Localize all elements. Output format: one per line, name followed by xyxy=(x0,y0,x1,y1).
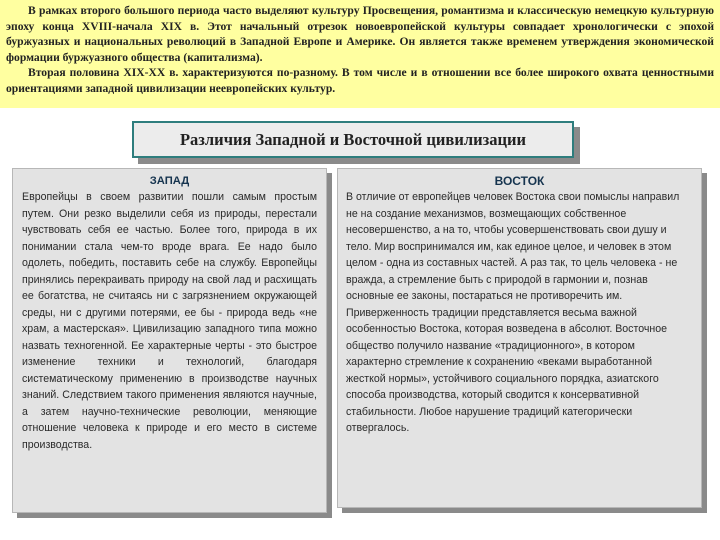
title-container xyxy=(132,121,580,164)
west-panel xyxy=(12,168,327,513)
slide-title: Различия Западной и Восточной цивилизации xyxy=(132,121,574,158)
intro-block xyxy=(0,0,720,108)
east-panel xyxy=(337,168,702,508)
intro-paragraph-1: В рамках второго большого периода часто выделяют культуру Просвещения, романтизма и классическую немецкую культурную эпоху конца XVIII-начала XIX в. Этот начальный отрезок новоевропейской культуры совпадает хронологически с эпохой буржуазных и национальных революций в Западной Европе и Америке. Он является также временем утверждения экономической формации буржуазного общества (капитализма). xyxy=(6,4,714,64)
west-heading: ЗАПАД xyxy=(149,175,190,187)
intro-paragraph-2: Вторая половина XIX-XX в. характеризуются по-разному. В том числе и в отношении все более широкого охвата ценностными ориентациями западной цивилизации неевропейских культур. xyxy=(6,66,714,95)
east-text: В отличие от европейцев человек Востока свои помыслы направил не на создание механизмов, возмещающих собственное несовершенство, а на то, чтобы усовершенствовать свои душу и тело. Мир воспринимался им, как единое целое, и человек в этом целом - одна из составных частей. А раз так, то цель человека - не вражда, а стремление быть с природой в гармонии и, познав основные ее законы, постараться не противоречить им. Приверженность традиции представляется весьма важной особенностью Востока, которая возведена в абсолют. Восточное общество получило название «традиционного», в котором характерно стремление к сохранению «веками выработанной жесткой нормы», устойчивого социального порядка, азиатского способа производства, который сводится к консервативной стабильности. Любое нарушение традиций категорически отвергалось. xyxy=(346,191,680,434)
east-heading: ВОСТОК xyxy=(494,174,545,188)
west-text: Европейцы в своем развитии пошли самым простым путем. Они резко выделили себя из природы, перестали чувствовать себя ее частью. Более того, природа в их понимании стала чем-то вроде врага. Ее надо было одолеть, победить, поставить себе на службу. Европейцы принялись перекраивать природу на свой лад и расхищать ее богатства, не считаясь ни с загрязнением окружающей среды, ни с другими потерями, ее бы - природа ведь «не храм, а мастерская». Цивилизацию западного типа можно назвать техногенной. Ее характерные черты - это быстрое изменение техники и технологий, благодаря систематическому применению в производстве научных знаний. Следствием такого применения являются научные, а затем научно-технические революции, меняющие отношение человека к природе и его место в системе производства. xyxy=(22,191,317,451)
west-column xyxy=(12,168,332,518)
east-column xyxy=(337,168,707,513)
